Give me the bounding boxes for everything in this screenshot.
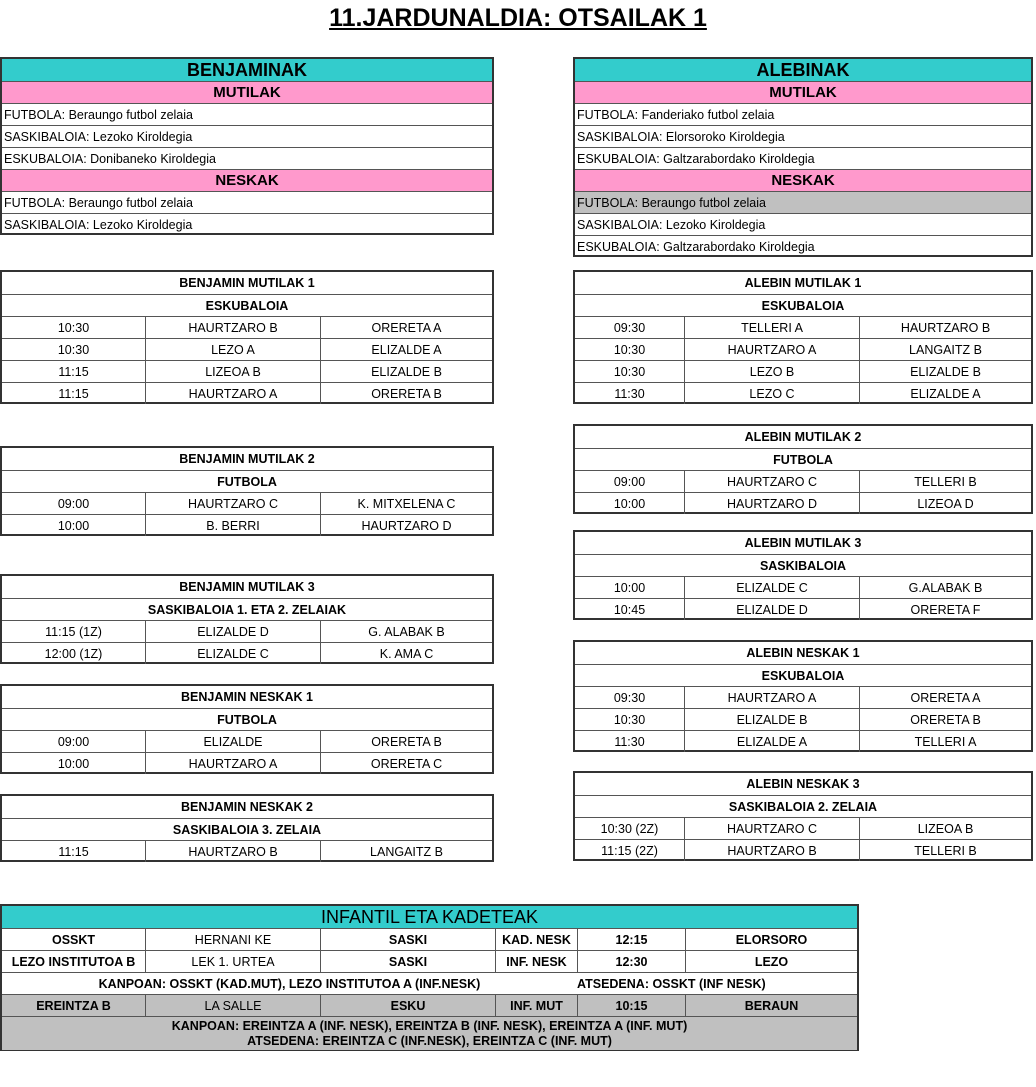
team-away: ORERETA A <box>859 687 1031 708</box>
team-home: LEZO C <box>684 383 859 404</box>
game-time: 11:15 (2Z) <box>601 843 658 858</box>
team-home: LEZO A <box>145 339 320 360</box>
team-home: HAURTZARO D <box>684 493 859 514</box>
team-home: TELLERI A <box>684 317 859 338</box>
game-time: 09:30 <box>613 690 646 705</box>
group-sport: ESKUBALOIA <box>205 298 289 313</box>
table-row <box>2 730 492 752</box>
game-time: 10:30 <box>613 712 646 727</box>
team-away: ORERETA B <box>859 709 1031 730</box>
group-sport: FUTBOLA <box>217 474 277 489</box>
group-title: BENJAMIN NESKAK 1 <box>181 690 313 704</box>
time: 12:15 <box>577 929 685 950</box>
game-time: 10:00 <box>613 496 646 511</box>
benjaminak-mutilak-label: MUTILAK <box>213 84 281 101</box>
alebinak-mutilak-label: MUTILAK <box>769 84 837 101</box>
team-away: ELIZALDE B <box>859 361 1031 382</box>
game-time: 11:30 <box>614 734 645 749</box>
category: KAD. NESK <box>495 929 577 950</box>
team-home: ELIZALDE A <box>684 731 859 752</box>
table-row <box>575 730 1031 752</box>
game-time: 10:30 <box>613 342 646 357</box>
game-time: 11:15 <box>58 844 89 859</box>
game-time: 09:00 <box>57 734 90 749</box>
group-sport: ESKUBALOIA <box>761 298 845 313</box>
venue: BERAUN <box>685 995 857 1016</box>
team-away: K. AMA C <box>320 643 492 664</box>
game-time: 11:15 (1Z) <box>45 624 102 639</box>
table-row <box>575 382 1031 404</box>
venue-item: ESKUBALOIA: Donibaneko Kiroldegia <box>4 151 216 166</box>
sport: SASKI <box>320 951 495 972</box>
atsedena-note: ATSEDENA: OSSKT (INF NESK) <box>577 976 766 991</box>
table-row <box>2 382 492 404</box>
team-away: LA SALLE <box>145 995 320 1016</box>
group-bn2 <box>0 794 494 862</box>
team-away: HERNANI KE <box>145 929 320 950</box>
team-home: ELIZALDE C <box>145 643 320 664</box>
game-time: 09:00 <box>57 496 90 511</box>
venue: LEZO <box>685 951 857 972</box>
table-row <box>575 839 1031 861</box>
table-row <box>575 316 1031 338</box>
team-away: ORERETA A <box>320 317 492 338</box>
benjaminak-header: BENJAMINAK <box>186 59 307 80</box>
sport: ESKU <box>320 995 495 1016</box>
team-home: EREINTZA B <box>36 998 111 1013</box>
team-home: ELIZALDE <box>145 731 320 752</box>
venue-item: FUTBOLA: Fanderiako futbol zelaia <box>577 107 775 122</box>
category: INF. NESK <box>495 951 577 972</box>
team-home: HAURTZARO B <box>145 841 320 862</box>
game-time: 10:30 <box>57 320 90 335</box>
team-away: LANGAITZ B <box>320 841 492 862</box>
group-title: ALEBIN NESKAK 3 <box>746 777 860 791</box>
game-time: 09:00 <box>613 474 646 489</box>
table-row <box>2 950 857 972</box>
venue-item: FUTBOLA: Beraungo futbol zelaia <box>577 195 766 210</box>
group-an3 <box>573 771 1033 861</box>
game-time: 10:00 <box>57 756 90 771</box>
team-away: K. MITXELENA C <box>320 493 492 514</box>
team-away: LIZEOA D <box>859 493 1031 514</box>
table-row <box>575 360 1031 382</box>
team-home: OSSKT <box>51 932 96 947</box>
table-row <box>2 360 492 382</box>
table-row <box>575 598 1031 620</box>
group-am1 <box>573 270 1033 404</box>
team-away: ORERETA C <box>320 753 492 774</box>
group-bm1 <box>0 270 494 404</box>
team-home: ELIZALDE B <box>684 709 859 730</box>
team-away: LANGAITZ B <box>859 339 1031 360</box>
group-bn1 <box>0 684 494 774</box>
team-home: HAURTZARO C <box>145 493 320 514</box>
venue-item: SASKIBALOIA: Lezoko Kiroldegia <box>577 217 766 232</box>
team-home: LEZO B <box>684 361 859 382</box>
game-time: 10:45 <box>613 602 646 617</box>
game-time: 11:15 <box>58 386 89 401</box>
group-sport: SASKIBALOIA 3. ZELAIA <box>172 822 322 837</box>
team-home: LEZO INSTITUTOA B <box>11 954 136 969</box>
team-away: TELLERI B <box>859 840 1031 861</box>
notes-row <box>2 972 857 994</box>
team-away: HAURTZARO D <box>320 515 492 536</box>
table-row <box>2 752 492 774</box>
team-home: ELIZALDE C <box>684 577 859 598</box>
kanpoan-note: KANPOAN: OSSKT (KAD.MUT), LEZO INSTITUTOA A (INF.NESK) <box>98 976 481 991</box>
table-row <box>575 470 1031 492</box>
table-row <box>2 316 492 338</box>
team-home: HAURTZARO A <box>145 383 320 404</box>
group-sport: SASKIBALOIA 2. ZELAIA <box>728 799 878 814</box>
game-time: 09:30 <box>613 320 646 335</box>
group-sport: SASKIBALOIA 1. ETA 2. ZELAIAK <box>147 602 347 617</box>
team-away: G.ALABAK B <box>859 577 1031 598</box>
game-time: 10:30 <box>613 364 646 379</box>
venue-item: SASKIBALOIA: Elorsoroko Kiroldegia <box>577 129 785 144</box>
game-time: 11:15 <box>58 364 89 379</box>
group-sport: FUTBOLA <box>217 712 277 727</box>
table-row <box>2 642 492 664</box>
group-sport: ESKUBALOIA <box>761 668 845 683</box>
venue-item: FUTBOLA: Beraungo futbol zelaia <box>4 195 193 210</box>
team-home: HAURTZARO C <box>684 471 859 492</box>
game-time: 10:00 <box>57 518 90 533</box>
group-am2 <box>573 424 1033 514</box>
team-home: HAURTZARO B <box>145 317 320 338</box>
atsedena-note: ATSEDENA: EREINTZA C (INF.NESK), EREINTZA C (INF. MUT) <box>247 1033 612 1048</box>
game-time: 10:30 (2Z) <box>600 821 659 836</box>
alebinak-neskak-label: NESKAK <box>771 172 835 189</box>
team-home: LIZEOA B <box>145 361 320 382</box>
time: 12:30 <box>577 951 685 972</box>
infantil-kadeteak-table <box>0 904 859 1051</box>
group-sport: FUTBOLA <box>773 452 833 467</box>
venue-item: FUTBOLA: Beraungo futbol zelaia <box>4 107 193 122</box>
table-row <box>2 928 857 950</box>
venue-item: SASKIBALOIA: Lezoko Kiroldegia <box>4 217 193 232</box>
group-title: BENJAMIN MUTILAK 1 <box>179 276 315 290</box>
table-row <box>575 817 1031 839</box>
group-title: ALEBIN MUTILAK 3 <box>744 536 862 550</box>
team-away: TELLERI B <box>859 471 1031 492</box>
group-bm3 <box>0 574 494 664</box>
team-away: ELIZALDE B <box>320 361 492 382</box>
venue: ELORSORO <box>685 929 857 950</box>
team-away: LEK 1. URTEA <box>145 951 320 972</box>
group-am3 <box>573 530 1033 620</box>
table-row <box>2 492 492 514</box>
kanpoan-note: KANPOAN: EREINTZA A (INF. NESK), EREINTZA B (INF. NESK), EREINTZA A (INF. MUT) <box>171 1018 688 1033</box>
group-an1 <box>573 640 1033 752</box>
team-home: ELIZALDE D <box>684 599 859 620</box>
team-away: LIZEOA B <box>859 818 1031 839</box>
table-row <box>2 514 492 536</box>
group-title: BENJAMIN MUTILAK 3 <box>179 580 315 594</box>
team-home: ELIZALDE D <box>145 621 320 642</box>
alebinak-venues <box>573 57 1033 257</box>
team-home: B. BERRI <box>145 515 320 536</box>
venue-item: SASKIBALOIA: Lezoko Kiroldegia <box>4 129 193 144</box>
venue-item: ESKUBALOIA: Galtzarabordako Kiroldegia <box>577 239 815 254</box>
team-home: HAURTZARO B <box>684 840 859 861</box>
team-home: HAURTZARO A <box>684 339 859 360</box>
notes-row <box>2 1016 857 1050</box>
team-home: HAURTZARO C <box>684 818 859 839</box>
time: 10:15 <box>577 995 685 1016</box>
team-away: ELIZALDE A <box>320 339 492 360</box>
group-title: ALEBIN NESKAK 1 <box>746 646 860 660</box>
table-row <box>575 338 1031 360</box>
group-title: ALEBIN MUTILAK 1 <box>744 276 862 290</box>
group-sport: SASKIBALOIA <box>759 558 847 573</box>
sport: SASKI <box>320 929 495 950</box>
group-bm2 <box>0 446 494 536</box>
team-away: TELLERI A <box>859 731 1031 752</box>
team-away: ELIZALDE A <box>859 383 1031 404</box>
group-title: BENJAMIN NESKAK 2 <box>181 800 313 814</box>
group-title: BENJAMIN MUTILAK 2 <box>179 452 315 466</box>
infantil-header: INFANTIL ETA KADETEAK <box>320 906 539 927</box>
team-away: G. ALABAK B <box>320 621 492 642</box>
table-row <box>2 338 492 360</box>
team-home: HAURTZARO A <box>684 687 859 708</box>
page-title: 11.JARDUNALDIA: OTSAILAK 1 <box>329 4 707 32</box>
table-row <box>575 492 1031 514</box>
team-home: HAURTZARO A <box>145 753 320 774</box>
table-row <box>2 840 492 862</box>
table-row <box>2 994 857 1016</box>
table-row <box>575 686 1031 708</box>
game-time: 11:30 <box>614 386 645 401</box>
team-away: HAURTZARO B <box>859 317 1031 338</box>
benjaminak-venues <box>0 57 494 235</box>
table-row <box>575 576 1031 598</box>
benjaminak-neskak-label: NESKAK <box>215 172 279 189</box>
team-away: ORERETA B <box>320 383 492 404</box>
table-row <box>575 708 1031 730</box>
team-away: ORERETA B <box>320 731 492 752</box>
game-time: 10:00 <box>613 580 646 595</box>
game-time: 12:00 (1Z) <box>44 646 103 661</box>
alebinak-header: ALEBINAK <box>756 59 850 80</box>
team-away: ORERETA F <box>859 599 1031 620</box>
group-title: ALEBIN MUTILAK 2 <box>744 430 862 444</box>
game-time: 10:30 <box>57 342 90 357</box>
table-row <box>2 620 492 642</box>
venue-item: ESKUBALOIA: Galtzarabordako Kiroldegia <box>577 151 815 166</box>
category: INF. MUT <box>495 995 577 1016</box>
